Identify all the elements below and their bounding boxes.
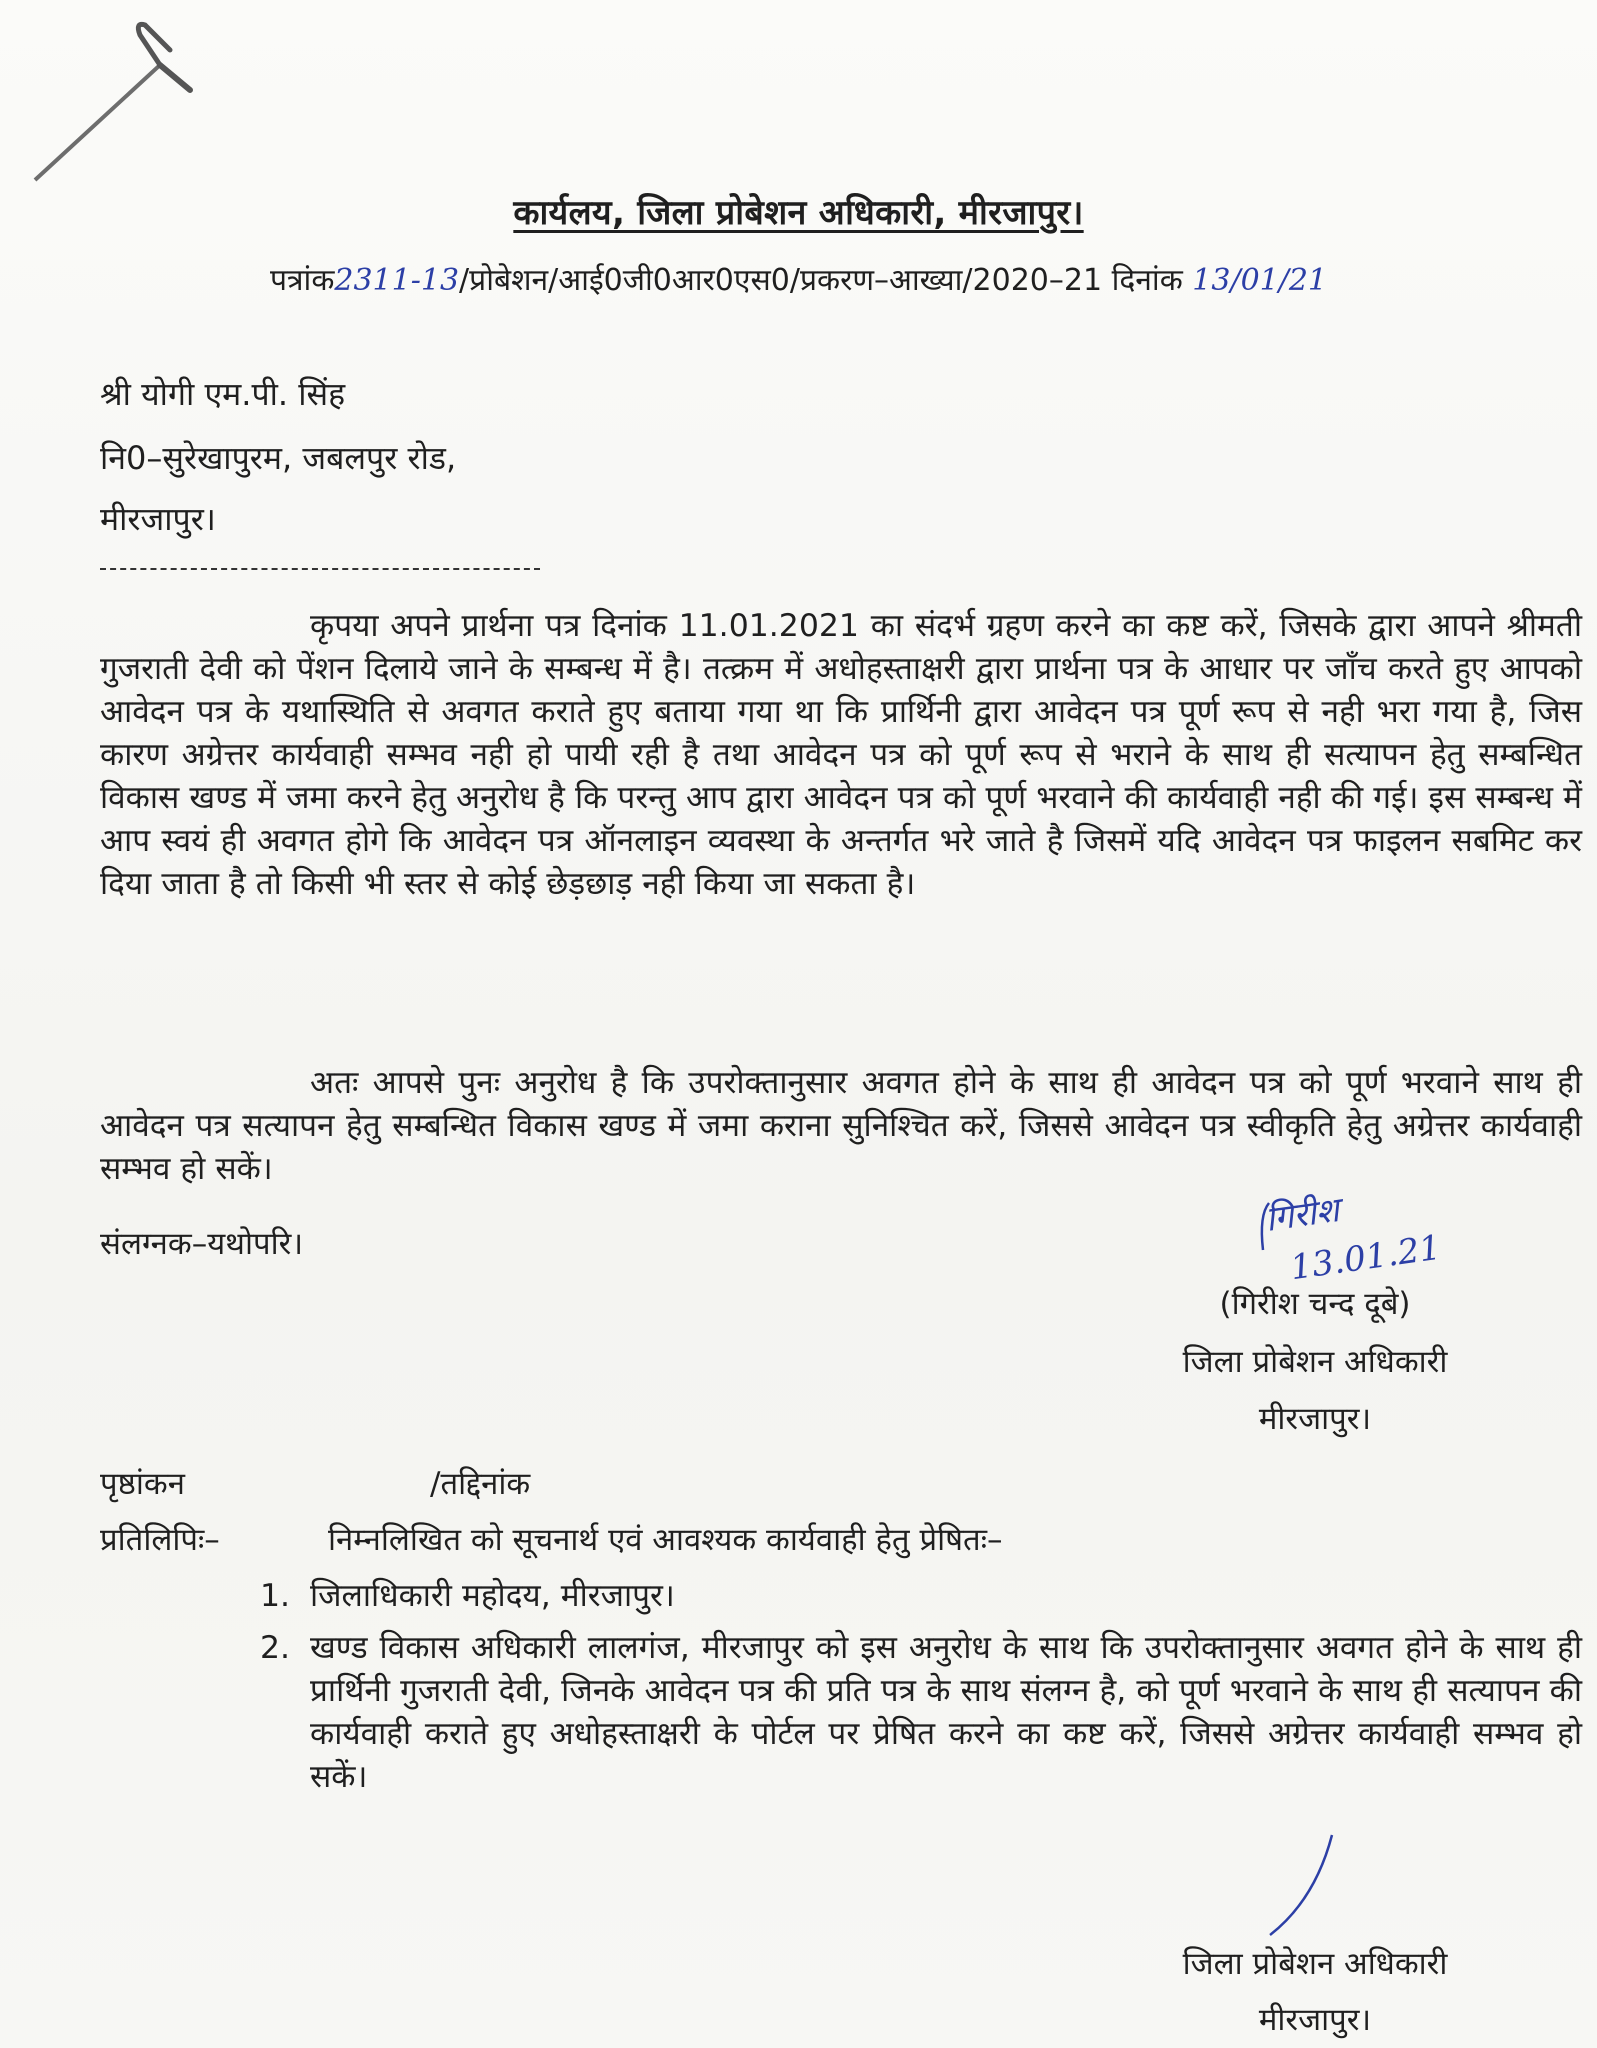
copy-item-text: खण्ड विकास अधिकारी लालगंज, मीरजापुर को इस अनुरोध के साथ कि उपरोक्तानुसार अवगत होने के साथ ही प्रार्थिनी गुजराती देवी, जिनके आवेदन पत्र की प्रति पत्र के साथ संलग्न है, को पूर्ण भरवाने के साथ ही सत्यापन की कार्यवाही कराते हुए अधोहस्ताक्षरी के पोर्टल पर प्रेषित करने का कष्ट करें, जिससे अग्रेत्तर कार्यवाही सम्भव हो सकें।	[310, 1630, 1582, 1795]
signatory-place: मीरजापुर।	[1258, 1401, 1372, 1437]
copy-item-text: जिलाधिकारी महोदय, मीरजापुर।	[310, 1578, 675, 1614]
ref-body: /प्रोबेशन/आई0जी0आर0एस0/प्रकरण–आख्या/2020–21 दिनांक	[459, 263, 1183, 298]
body-paragraph-1: कृपया अपने प्रार्थना पत्र दिनांक 11.01.2021 का संदर्भ ग्रहण करने का कष्ट करें, जिसके द्वारा आपने श्रीमती गुजराती देवी को पेंशन दिलाये जाने के सम्बन्ध में है। तत्क्रम में अधोहस्ताक्षरी द्वारा प्रार्थना पत्र के आधार पर जाँच करते हुए आपको आवेदन पत्र के यथास्थिति से अवगत कराते हुए बताया गया था कि प्रार्थिनी द्वारा आवेदन पत्र पूर्ण रूप से नही भरा गया है, जिस कारण अग्रेत्तर कार्यवाही सम्भव नही हो पायी रही है तथा आवेदन पत्र को पूर्ण रूप से भराने के साथ ही सत्यापन हेतु सम्बन्धित विकास खण्ड में जमा करने हेतु अनुरोध है कि परन्तु आप द्वारा आवेदन पत्र को पूर्ण भरवाने की कार्यवाही नही की गई। इस सम्बन्ध में आप स्वयं ही अवगत होगे कि आवेदन पत्र ऑनलाइन व्यवस्था के अन्तर्गत भरे जाते है जिसमें यदि आवेदन पत्र फाइलन सबमिट कर दिया जाता है तो किसी भी स्तर से कोई छेड़छाड़ नही किया जा सकता है।	[100, 608, 1582, 902]
handwritten-sign-date: 13.01.21	[1287, 1227, 1444, 1289]
footer-place: मीरजापुर।	[1258, 2002, 1372, 2038]
endorsement-label: पृष्ठांकन	[100, 1466, 185, 1502]
ref-number-handwritten: 2311-13	[334, 263, 460, 298]
copy-item-number: 1.	[260, 1578, 291, 1614]
signatory-name: (गिरीश चन्द दूबे)	[1219, 1286, 1411, 1322]
copy-list-item	[260, 1575, 1582, 1618]
handwritten-initials: गिरीश	[1262, 1190, 1342, 1240]
body-paragraph-2: अतः आपसे पुनः अनुरोध है कि उपरोक्तानुसार अवगत होने के साथ ही आवेदन पत्र को पूर्ण भरवाने साथ ही आवेदन पत्र सत्यापन हेतु सम्बन्धित विकास खण्ड में जमा कराना सुनिश्चित करें, जिससे आवेदन पत्र स्वीकृति हेतु अग्रेत्तर कार्यवाही सम्भव हो सकें।	[100, 1065, 1582, 1187]
recipient-address-line1: नि0–सुरेखापुरम, जबलपुर रोड,	[100, 439, 457, 477]
endorsement-date-label: /तद्दिनांक	[430, 1466, 531, 1502]
copy-intro: निम्नलिखित को सूचनार्थ एवं आवश्यक कार्यवाही हेतु प्रेषितः–	[328, 1522, 1003, 1558]
signatory-designation: जिला प्रोबेशन अधिकारी	[1182, 1344, 1448, 1380]
pin-icon	[10, 10, 230, 190]
copy-label: प्रतिलिपिः–	[100, 1522, 220, 1558]
footer-designation: जिला प्रोबेशन अधिकारी	[1182, 1946, 1448, 1982]
footer-signature-stroke	[1260, 1830, 1340, 1940]
ref-prefix: पत्रांक	[269, 263, 335, 298]
enclosure-note: संलग्नक–यथोपरि।	[100, 1226, 304, 1262]
recipient-name: श्री योगी एम.पी. सिंह	[100, 375, 346, 413]
recipient-address-line2: मीरजापुर।	[100, 500, 216, 538]
copy-item-number: 2.	[260, 1630, 291, 1666]
office-title: कार्यलय, जिला प्रोबेशन अधिकारी, मीरजापुर।	[513, 193, 1084, 233]
signature-flourish	[1255, 1195, 1335, 1255]
copy-list-item	[260, 1627, 1582, 1799]
address-divider	[100, 568, 540, 570]
date-handwritten: 13/01/21	[1192, 263, 1328, 298]
reference-line	[0, 258, 1597, 299]
